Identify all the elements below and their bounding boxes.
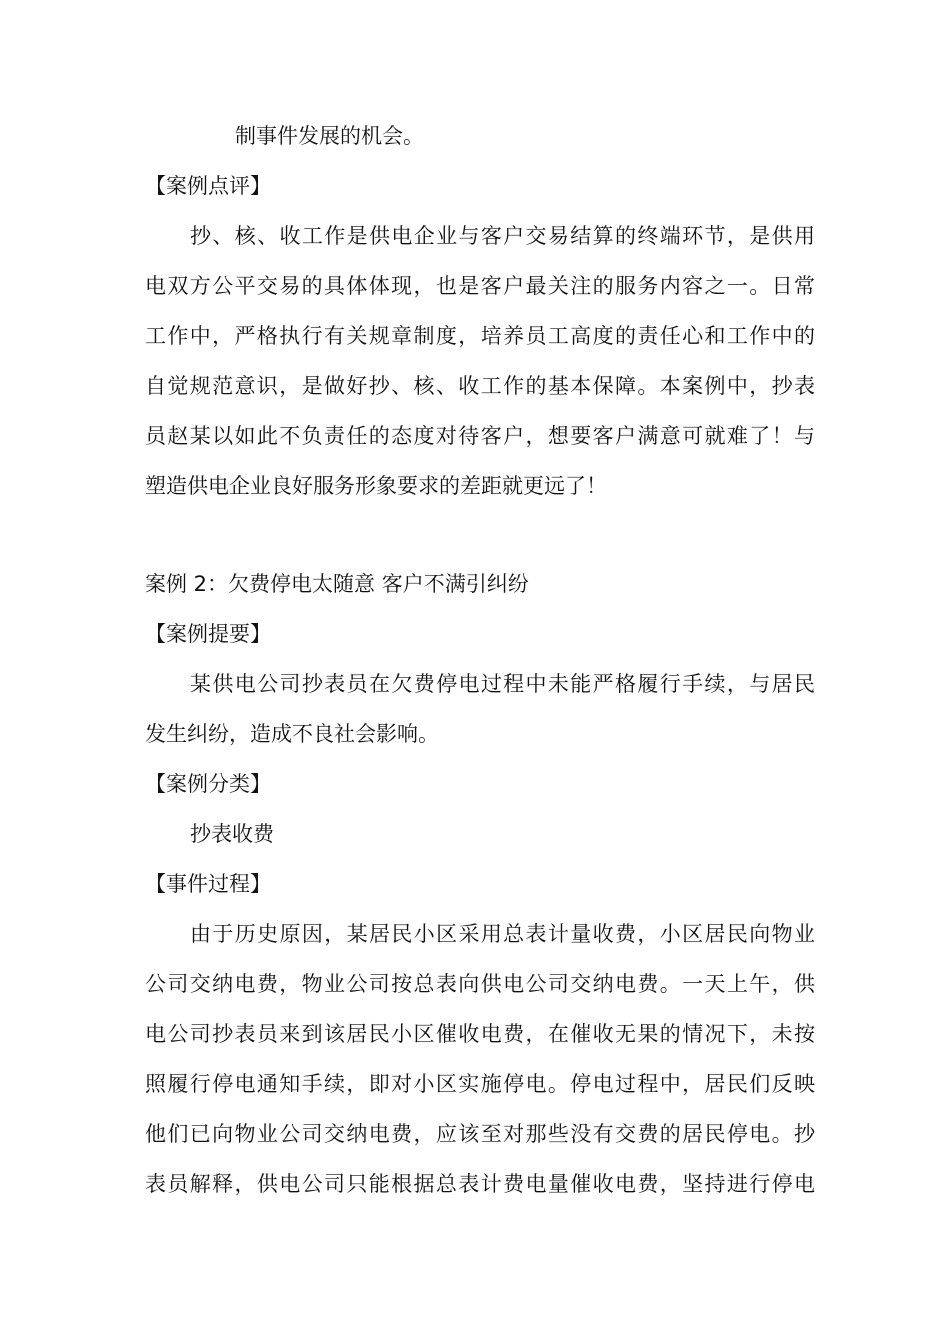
text-line: 抄、核、收工作是供电企业与客户交易结算的终端环节，是供用 xyxy=(190,224,815,248)
section-heading-case-review: 【案例点评】 xyxy=(145,174,271,198)
text-line: 由于历史原因，某居民小区采用总表计量收费，小区居民向物业 xyxy=(190,922,815,946)
text-line: 电双方公平交易的具体体现，也是客户最关注的服务内容之一。日常 xyxy=(145,274,815,298)
section-heading-case-category: 【案例分类】 xyxy=(145,772,271,796)
text-line: 他们已向物业公司交纳电费，应该至对那些没有交费的居民停电。抄 xyxy=(145,1122,815,1146)
text-line: 公司交纳电费，物业公司按总表向供电公司交纳电费。一天上午，供 xyxy=(145,972,815,996)
text-line: 制事件发展的机会。 xyxy=(235,124,424,148)
text-line: 照履行停电通知手续，即对小区实施停电。停电过程中，居民们反映 xyxy=(145,1072,815,1096)
text-line: 电公司抄表员来到该居民小区催收电费，在催收无果的情况下，未按 xyxy=(145,1022,815,1046)
text-line: 表员解释，供电公司只能根据总表计费电量催收电费，坚持进行停电 xyxy=(145,1172,815,1196)
section-heading-case-summary: 【案例提要】 xyxy=(145,622,271,646)
case-title: 案例 2：欠费停电太随意 客户不满引纠纷 xyxy=(145,572,529,596)
text-line: 工作中，严格执行有关规章制度，培养员工高度的责任心和工作中的 xyxy=(145,324,815,348)
section-heading-event-process: 【事件过程】 xyxy=(145,872,271,896)
text-line: 员赵某以如此不负责任的态度对待客户，想要客户满意可就难了！与 xyxy=(145,424,815,448)
text-line: 抄表收费 xyxy=(190,822,274,846)
text-line: 塑造供电企业良好服务形象要求的差距就更远了！ xyxy=(145,474,607,498)
text-line: 自觉规范意识，是做好抄、核、收工作的基本保障。本案例中，抄表 xyxy=(145,374,815,398)
text-line: 某供电公司抄表员在欠费停电过程中未能严格履行手续，与居民 xyxy=(190,672,815,696)
text-line: 发生纠纷，造成不良社会影响。 xyxy=(145,722,439,746)
